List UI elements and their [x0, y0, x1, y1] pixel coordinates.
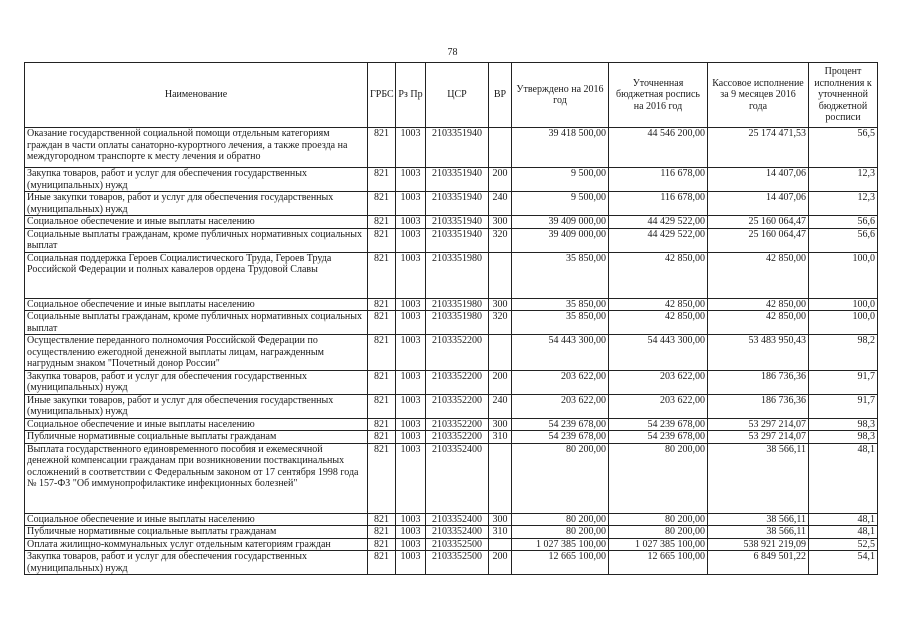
row-vr [489, 443, 512, 513]
row-name: Социальное обеспечение и иные выплаты населению [25, 216, 368, 229]
row-vr [489, 128, 512, 168]
row-approved: 35 850,00 [512, 252, 609, 298]
row-name: Иные закупки товаров, работ и услуг для обеспечения государственных (муниципальных) нужд [25, 192, 368, 216]
row-csr: 2103352400 [426, 513, 489, 526]
row-grbs: 821 [368, 128, 396, 168]
row-grbs: 821 [368, 168, 396, 192]
row-approved: 9 500,00 [512, 168, 609, 192]
row-vr: 200 [489, 370, 512, 394]
row-vr: 300 [489, 513, 512, 526]
row-csr: 2103352500 [426, 551, 489, 575]
column-header: Утверждено на 2016 год [512, 63, 609, 128]
row-name: Закупка товаров, работ и услуг для обеспечения государственных (муниципальных) нужд [25, 168, 368, 192]
row-grbs: 821 [368, 298, 396, 311]
row-cash: 38 566,11 [708, 513, 809, 526]
row-rzpr: 1003 [396, 128, 426, 168]
row-grbs: 821 [368, 192, 396, 216]
row-refined: 1 027 385 100,00 [609, 538, 708, 551]
row-refined: 42 850,00 [609, 298, 708, 311]
row-rzpr: 1003 [396, 526, 426, 539]
row-approved: 80 200,00 [512, 443, 609, 513]
row-name: Иные закупки товаров, работ и услуг для обеспечения государственных (муниципальных) нужд [25, 394, 368, 418]
row-csr: 2103352200 [426, 370, 489, 394]
row-percent: 100,0 [809, 298, 878, 311]
row-cash: 38 566,11 [708, 526, 809, 539]
row-rzpr: 1003 [396, 513, 426, 526]
table-row [25, 551, 878, 575]
row-percent: 100,0 [809, 311, 878, 335]
column-header: ЦСР [426, 63, 489, 128]
table-header-row [25, 63, 878, 128]
budget-execution-table [24, 62, 878, 575]
row-percent: 100,0 [809, 252, 878, 298]
row-grbs: 821 [368, 551, 396, 575]
row-cash: 25 174 471,53 [708, 128, 809, 168]
row-csr: 2103351980 [426, 311, 489, 335]
row-name: Публичные нормативные социальные выплаты гражданам [25, 526, 368, 539]
column-header: Кассовое исполнение за 9 месяцев 2016 года [708, 63, 809, 128]
table-row [25, 128, 878, 168]
table-row [25, 252, 878, 298]
row-percent: 91,7 [809, 394, 878, 418]
row-csr: 2103352400 [426, 443, 489, 513]
table-row [25, 443, 878, 513]
row-rzpr: 1003 [396, 431, 426, 444]
table-row [25, 228, 878, 252]
row-name: Закупка товаров, работ и услуг для обеспечения государственных (муниципальных) нужд [25, 551, 368, 575]
row-approved: 80 200,00 [512, 526, 609, 539]
row-vr: 240 [489, 394, 512, 418]
row-cash: 6 849 501,22 [708, 551, 809, 575]
row-csr: 2103352200 [426, 431, 489, 444]
row-name: Социальная поддержка Героев Социалистического Труда, Героев Труда Российской Федерации и полных кавалеров ордена Трудовой Славы [25, 252, 368, 298]
row-cash: 53 483 950,43 [708, 335, 809, 371]
row-vr: 300 [489, 216, 512, 229]
table-row [25, 311, 878, 335]
row-name: Осуществление переданного полномочия Российской Федерации по осуществлению ежегодной денежной выплаты лицам, награжденным нагрудным знаком "Почетный донор России" [25, 335, 368, 371]
row-grbs: 821 [368, 394, 396, 418]
row-csr: 2103352200 [426, 418, 489, 431]
row-rzpr: 1003 [396, 298, 426, 311]
row-percent: 56,6 [809, 216, 878, 229]
row-vr: 200 [489, 551, 512, 575]
row-approved: 35 850,00 [512, 311, 609, 335]
row-vr [489, 335, 512, 371]
column-header: ВР [489, 63, 512, 128]
row-percent: 56,6 [809, 228, 878, 252]
row-refined: 54 239 678,00 [609, 418, 708, 431]
row-percent: 56,5 [809, 128, 878, 168]
row-name: Социальные выплаты гражданам, кроме публичных нормативных социальных выплат [25, 228, 368, 252]
row-vr: 300 [489, 418, 512, 431]
row-vr: 240 [489, 192, 512, 216]
row-refined: 12 665 100,00 [609, 551, 708, 575]
row-percent: 48,1 [809, 443, 878, 513]
table-row [25, 394, 878, 418]
row-approved: 54 239 678,00 [512, 418, 609, 431]
row-csr: 2103352200 [426, 394, 489, 418]
row-refined: 116 678,00 [609, 192, 708, 216]
row-refined: 116 678,00 [609, 168, 708, 192]
row-csr: 2103352400 [426, 526, 489, 539]
table-row [25, 370, 878, 394]
row-cash: 53 297 214,07 [708, 431, 809, 444]
row-cash: 38 566,11 [708, 443, 809, 513]
row-percent: 98,2 [809, 335, 878, 371]
row-refined: 80 200,00 [609, 443, 708, 513]
row-cash: 538 921 219,09 [708, 538, 809, 551]
row-approved: 54 443 300,00 [512, 335, 609, 371]
table-row [25, 298, 878, 311]
row-name: Публичные нормативные социальные выплаты гражданам [25, 431, 368, 444]
row-name: Выплата государственного единовременного пособия и ежемесячной денежной компенсации гражданам при возникновении поствакцинальных осложнений в соответствии с Федеральным законом от 17 сентября 1998 года № 157-ФЗ "Об иммунопрофилактике инфекционных болезней" [25, 443, 368, 513]
row-percent: 54,1 [809, 551, 878, 575]
row-rzpr: 1003 [396, 311, 426, 335]
row-cash: 25 160 064,47 [708, 228, 809, 252]
row-approved: 39 409 000,00 [512, 216, 609, 229]
row-refined: 80 200,00 [609, 513, 708, 526]
row-csr: 2103351980 [426, 252, 489, 298]
row-grbs: 821 [368, 431, 396, 444]
row-approved: 203 622,00 [512, 394, 609, 418]
row-approved: 39 418 500,00 [512, 128, 609, 168]
row-rzpr: 1003 [396, 168, 426, 192]
row-rzpr: 1003 [396, 335, 426, 371]
table-row [25, 431, 878, 444]
row-percent: 98,3 [809, 431, 878, 444]
row-grbs: 821 [368, 335, 396, 371]
row-csr: 2103351940 [426, 128, 489, 168]
row-rzpr: 1003 [396, 443, 426, 513]
row-grbs: 821 [368, 311, 396, 335]
row-percent: 48,1 [809, 513, 878, 526]
row-refined: 54 443 300,00 [609, 335, 708, 371]
row-name: Социальное обеспечение и иные выплаты населению [25, 513, 368, 526]
row-grbs: 821 [368, 370, 396, 394]
table-row [25, 513, 878, 526]
column-header: Уточненная бюджетная роспись на 2016 год [609, 63, 708, 128]
table-row [25, 168, 878, 192]
row-vr [489, 252, 512, 298]
row-vr: 310 [489, 431, 512, 444]
row-refined: 42 850,00 [609, 252, 708, 298]
row-rzpr: 1003 [396, 216, 426, 229]
row-csr: 2103351940 [426, 192, 489, 216]
row-refined: 42 850,00 [609, 311, 708, 335]
row-percent: 12,3 [809, 192, 878, 216]
row-refined: 54 239 678,00 [609, 431, 708, 444]
row-refined: 203 622,00 [609, 394, 708, 418]
row-rzpr: 1003 [396, 418, 426, 431]
column-header: Рз Пр [396, 63, 426, 128]
row-csr: 2103351980 [426, 298, 489, 311]
row-vr [489, 538, 512, 551]
row-rzpr: 1003 [396, 192, 426, 216]
row-percent: 98,3 [809, 418, 878, 431]
row-approved: 54 239 678,00 [512, 431, 609, 444]
row-grbs: 821 [368, 216, 396, 229]
row-csr: 2103352500 [426, 538, 489, 551]
row-approved: 39 409 000,00 [512, 228, 609, 252]
row-vr: 320 [489, 228, 512, 252]
row-grbs: 821 [368, 538, 396, 551]
row-csr: 2103352200 [426, 335, 489, 371]
row-cash: 42 850,00 [708, 311, 809, 335]
row-grbs: 821 [368, 443, 396, 513]
table-row [25, 538, 878, 551]
row-approved: 80 200,00 [512, 513, 609, 526]
row-rzpr: 1003 [396, 538, 426, 551]
column-header: Процент исполнения к уточненной бюджетной росписи [809, 63, 878, 128]
column-header: Наименование [25, 63, 368, 128]
table-row [25, 418, 878, 431]
table-row [25, 526, 878, 539]
row-cash: 42 850,00 [708, 298, 809, 311]
row-percent: 91,7 [809, 370, 878, 394]
row-name: Социальное обеспечение и иные выплаты населению [25, 298, 368, 311]
row-vr: 310 [489, 526, 512, 539]
column-header: ГРБС [368, 63, 396, 128]
row-approved: 35 850,00 [512, 298, 609, 311]
row-cash: 42 850,00 [708, 252, 809, 298]
row-grbs: 821 [368, 252, 396, 298]
row-cash: 14 407,06 [708, 168, 809, 192]
row-approved: 203 622,00 [512, 370, 609, 394]
row-percent: 12,3 [809, 168, 878, 192]
row-rzpr: 1003 [396, 551, 426, 575]
page-number: 78 [447, 47, 458, 58]
row-csr: 2103351940 [426, 228, 489, 252]
row-grbs: 821 [368, 228, 396, 252]
row-percent: 48,1 [809, 526, 878, 539]
row-rzpr: 1003 [396, 252, 426, 298]
row-approved: 12 665 100,00 [512, 551, 609, 575]
row-cash: 186 736,36 [708, 370, 809, 394]
row-approved: 1 027 385 100,00 [512, 538, 609, 551]
row-refined: 44 546 200,00 [609, 128, 708, 168]
table-row [25, 192, 878, 216]
row-grbs: 821 [368, 526, 396, 539]
row-vr: 300 [489, 298, 512, 311]
row-grbs: 821 [368, 418, 396, 431]
row-refined: 44 429 522,00 [609, 228, 708, 252]
row-approved: 9 500,00 [512, 192, 609, 216]
row-cash: 53 297 214,07 [708, 418, 809, 431]
row-grbs: 821 [368, 513, 396, 526]
row-name: Оплата жилищно-коммунальных услуг отдельным категориям граждан [25, 538, 368, 551]
row-percent: 52,5 [809, 538, 878, 551]
table-row [25, 216, 878, 229]
row-cash: 186 736,36 [708, 394, 809, 418]
row-name: Социальные выплаты гражданам, кроме публичных нормативных социальных выплат [25, 311, 368, 335]
row-csr: 2103351940 [426, 216, 489, 229]
row-name: Закупка товаров, работ и услуг для обеспечения государственных (муниципальных) нужд [25, 370, 368, 394]
row-rzpr: 1003 [396, 228, 426, 252]
row-rzpr: 1003 [396, 370, 426, 394]
row-refined: 80 200,00 [609, 526, 708, 539]
row-refined: 203 622,00 [609, 370, 708, 394]
row-cash: 25 160 064,47 [708, 216, 809, 229]
row-name: Социальное обеспечение и иные выплаты населению [25, 418, 368, 431]
row-vr: 320 [489, 311, 512, 335]
table-body [25, 128, 878, 575]
row-cash: 14 407,06 [708, 192, 809, 216]
row-csr: 2103351940 [426, 168, 489, 192]
row-refined: 44 429 522,00 [609, 216, 708, 229]
table-row [25, 335, 878, 371]
row-name: Оказание государственной социальной помощи отдельным категориям граждан в части оплаты санаторно-курортного лечения, а также проезда на междугородном транспорте к месту лечения и обратно [25, 128, 368, 168]
row-rzpr: 1003 [396, 394, 426, 418]
row-vr: 200 [489, 168, 512, 192]
